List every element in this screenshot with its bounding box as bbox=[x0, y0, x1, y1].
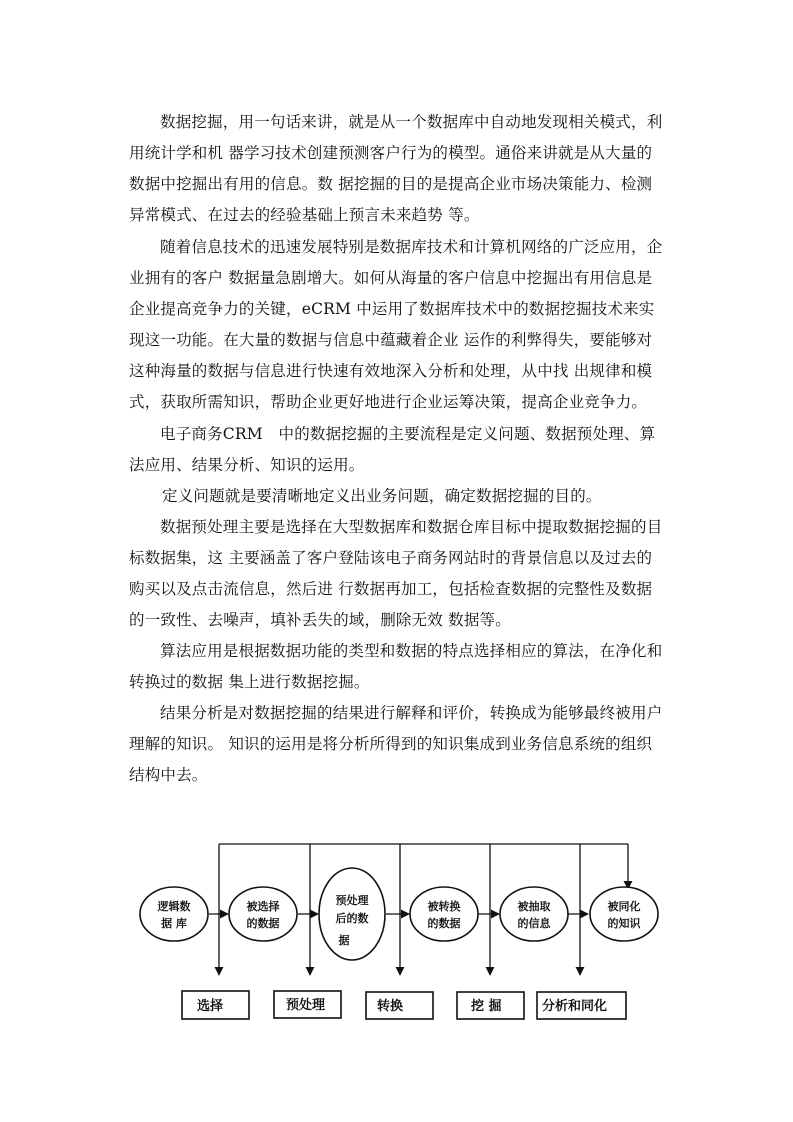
node-logical-database bbox=[140, 887, 208, 941]
svg-text:预处理: 预处理 bbox=[335, 894, 369, 907]
svg-text:的知识: 的知识 bbox=[607, 917, 641, 930]
svg-text:逻辑数: 逻辑数 bbox=[157, 900, 191, 913]
svg-text:被转换: 被转换 bbox=[427, 900, 461, 913]
paragraph-preprocessing: 数据预处理主要是选择在大型数据库和数据仓库目标中提取数据挖掘的目标数据集，这 主要涵盖了客户登陆该电子商务网站时的背景信息以及过去的购买以及点击流信息，然后进 行数据再加工，包括检查数据的完整性及数据的一致性、去噪声，填补丢失的域，删除无效 数据等。 bbox=[129, 518, 663, 629]
paragraph-process-overview: 电子商务CRM 中的数据挖掘的主要流程是定义问题、数据预处理、算法应用、结果分析、知识的运用。 bbox=[129, 425, 656, 474]
step-box-transform bbox=[366, 992, 433, 1019]
svg-text:后的数: 后的数 bbox=[335, 912, 369, 925]
svg-text:被选择: 被选择 bbox=[246, 900, 280, 913]
svg-text:的数据: 的数据 bbox=[427, 917, 461, 930]
paragraph-background: 随着信息技术的迅速发展特别是数据库技术和计算机网络的广泛应用，企业拥有的客户 数据量急剧增大。如何从海量的客户信息中挖掘出有用信息是企业提高竞争力的关键，eCRM 中运用了数据库技术中的数据挖掘技术来实现这一功能。在大量的数据与信息中蕴藏着企业 运作的利弊得失，要能够对这种海量的数据与信息进行快速有效地深入分析和处理，从中找 出规律和模式，获取所需知识，帮助企业更好地进行企业运筹决策，提高企业竞争力。 bbox=[129, 238, 663, 411]
step-box-preprocess bbox=[274, 991, 341, 1018]
svg-text:挖 掘: 挖 掘 bbox=[471, 999, 502, 1014]
paragraph-define-problem: 定义问题就是要清晰地定义出业务问题，确定数据挖掘的目的。 bbox=[162, 487, 602, 505]
step-box-select bbox=[182, 991, 249, 1019]
svg-text:据 库: 据 库 bbox=[161, 917, 187, 930]
svg-text:据: 据 bbox=[338, 934, 350, 947]
svg-text:选择: 选择 bbox=[197, 999, 224, 1014]
step-box-mining bbox=[457, 992, 524, 1019]
node-extracted-information bbox=[500, 887, 568, 941]
svg-text:预处理: 预处理 bbox=[286, 998, 326, 1013]
node-preprocessed-data bbox=[319, 868, 385, 960]
node-assimilated-knowledge bbox=[590, 887, 658, 941]
svg-text:的数据: 的数据 bbox=[246, 917, 280, 930]
svg-text:转换: 转换 bbox=[377, 999, 404, 1014]
paragraph-result-analysis: 结果分析是对数据挖掘的结果进行解释和评价，转换成为能够最终被用户理解的知识。 知识的运用是将分析所得到的知识集成到业务信息系统的组织结构中去。 bbox=[129, 704, 663, 784]
svg-text:被同化: 被同化 bbox=[607, 900, 641, 913]
paragraph-intro: 数据挖掘，用一句话来讲，就是从一个数据库中自动地发现相关模式，利用统计学和机 器学习技术创建预测客户行为的模型。通俗来讲就是从大量的数据中挖掘出有用的信息。数 据挖掘的目的是提高企业市场决策能力、检测异常模式、在过去的经验基础上预言未来趋势 等。 bbox=[129, 113, 663, 224]
step-box-analysis-assimilation bbox=[537, 992, 626, 1019]
node-transformed-data bbox=[410, 887, 478, 941]
paragraph-algorithm: 算法应用是根据数据功能的类型和数据的特点选择相应的算法，在净化和转换过的数据 集上进行数据挖掘。 bbox=[129, 642, 663, 691]
svg-text:的信息: 的信息 bbox=[517, 917, 551, 930]
node-selected-data bbox=[229, 887, 297, 941]
svg-text:被抽取: 被抽取 bbox=[517, 900, 551, 913]
svg-text:分析和同化: 分析和同化 bbox=[542, 999, 608, 1014]
